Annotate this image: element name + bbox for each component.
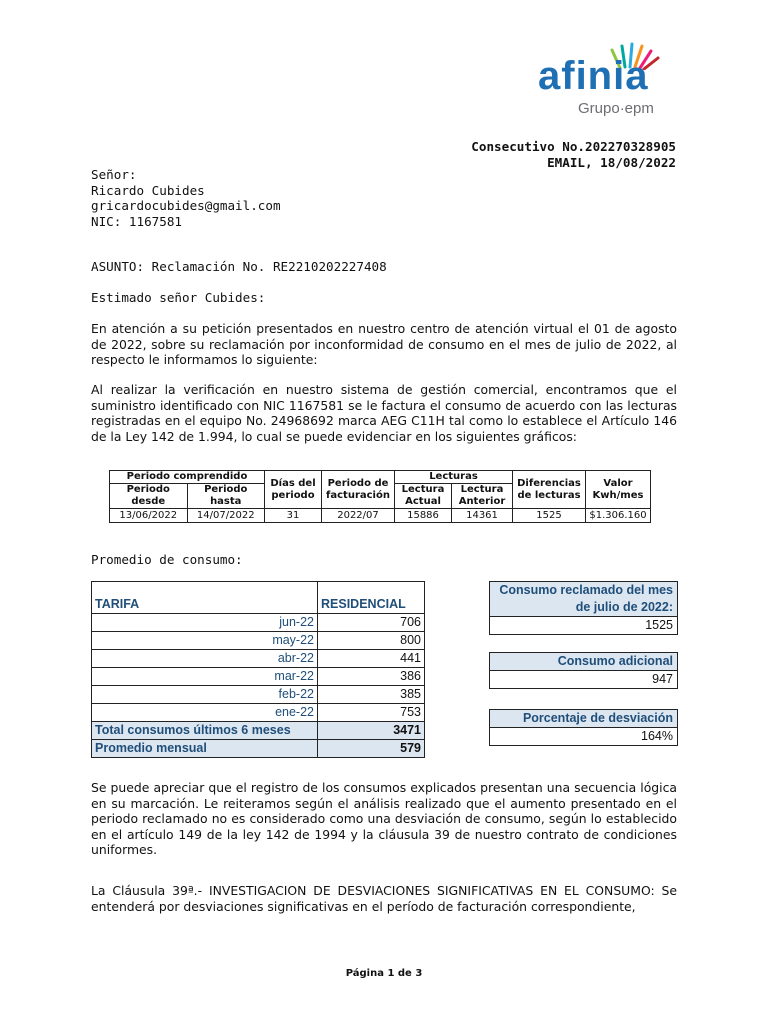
average-row xyxy=(92,740,425,758)
header-actual: Lectura Actual xyxy=(395,484,452,509)
paragraph-verification: Al realizar la verificación en nuestro sistema de gestión comercial, encontramos que el suministro identificado con NIC 1167581 se le factura el consumo de acuerdo con las lecturas registradas en el equipo No. 24968692 marca AEG C11H tal como lo establece el Artículo 146 de la Ley 142 de 1.994, lo cual se puede evidenciar en los siguientes gráficos: xyxy=(91,382,677,444)
month-cell: abr-22 xyxy=(92,650,318,668)
value-cell: 706 xyxy=(318,614,425,632)
promedio-label: Promedio de consumo: xyxy=(91,552,243,567)
header-tarifa: TARIFA xyxy=(92,582,318,614)
billing-table xyxy=(109,470,651,523)
total-label: Total consumos últimos 6 meses xyxy=(92,722,318,740)
adicional-box xyxy=(489,652,678,689)
table-row xyxy=(110,509,651,523)
subject-line: ASUNTO: Reclamación No. RE2210202227408 xyxy=(91,259,387,274)
table-row xyxy=(92,614,425,632)
cell-diferencia: 1525 xyxy=(513,509,586,523)
cell-hasta: 14/07/2022 xyxy=(187,509,265,523)
reclamado-box xyxy=(489,581,678,635)
cell-actual: 15886 xyxy=(395,509,452,523)
header-anterior: Lectura Anterior xyxy=(452,484,513,509)
cell-facturacion: 2022/07 xyxy=(322,509,395,523)
consumption-table xyxy=(91,581,425,758)
greeting: Estimado señor Cubides: xyxy=(91,290,266,305)
header-facturacion: Periodo de facturación xyxy=(322,471,395,509)
cell-dias: 31 xyxy=(265,509,322,523)
table-row xyxy=(92,686,425,704)
cell-valor: $1.306.160 xyxy=(586,509,651,523)
total-row xyxy=(92,722,425,740)
table-row xyxy=(92,632,425,650)
email-date: EMAIL, 18/08/2022 xyxy=(547,154,676,170)
table-row xyxy=(92,704,425,722)
value-cell: 386 xyxy=(318,668,425,686)
header-lecturas: Lecturas xyxy=(395,471,513,484)
afinia-logo xyxy=(538,40,678,125)
average-label: Promedio mensual xyxy=(92,740,318,758)
recipient-nic: NIC: 1167581 xyxy=(91,213,182,229)
desviacion-label: Porcentaje de desviación xyxy=(490,710,678,728)
value-cell: 753 xyxy=(318,704,425,722)
month-cell: feb-22 xyxy=(92,686,318,704)
header-periodo-comprendido: Periodo comprendido xyxy=(110,471,265,484)
month-cell: mar-22 xyxy=(92,668,318,686)
header-residencial: RESIDENCIAL xyxy=(318,582,425,614)
logo-brand: afinia xyxy=(538,54,649,98)
average-value: 579 xyxy=(318,740,425,758)
header-valor: Valor Kwh/mes xyxy=(586,471,651,509)
cell-desde: 13/06/2022 xyxy=(110,509,188,523)
reclamado-value: 1525 xyxy=(490,617,678,635)
paragraph-clause: La Cláusula 39ª.- INVESTIGACION DE DESVIACIONES SIGNIFICATIVAS EN EL CONSUMO: Se entenderá por desviaciones significativas en el período de facturación correspondiente, xyxy=(91,883,677,914)
reclamado-label-line1: Consumo reclamado del mes xyxy=(499,583,673,597)
billing-header-row xyxy=(110,471,651,484)
header-dias: Días del periodo xyxy=(265,471,322,509)
month-cell: jun-22 xyxy=(92,614,318,632)
recipient-block xyxy=(91,167,281,229)
document-reference xyxy=(471,139,676,170)
adicional-label: Consumo adicional xyxy=(490,653,678,671)
consumption-header-row xyxy=(92,582,425,614)
month-cell: may-22 xyxy=(92,632,318,650)
table-row xyxy=(92,650,425,668)
value-cell: 800 xyxy=(318,632,425,650)
paragraph-intro: En atención a su petición presentados en nuestro centro de atención virtual el 01 de agosto de 2022, sobre su reclamación por inconformidad de consumo en el mes de julio de 2022, al respecto le informamos lo siguiente: xyxy=(91,321,677,367)
month-cell: ene-22 xyxy=(92,704,318,722)
salutation: Señor: xyxy=(91,167,137,182)
desviacion-box xyxy=(489,709,678,746)
paragraph-analysis: Se puede apreciar que el registro de los consumos explicados presentan una secuencia lógica en su marcación. Le reiteramos según el análisis realizado que el aumento presentado en el periodo reclamado no es considerado como una desviación de consumo, según lo establecido en el artículo 149 de la ley 142 de 1994 y la cláusula 39 de nuestro contrato de condiciones uniformes. xyxy=(91,780,677,857)
reclamado-label-line2: de julio de 2022: xyxy=(575,600,673,614)
value-cell: 441 xyxy=(318,650,425,668)
header-desde: Periodo desde xyxy=(110,484,188,509)
header-diferencias: Diferencias de lecturas xyxy=(513,471,586,509)
header-hasta: Periodo hasta xyxy=(187,484,265,509)
table-row xyxy=(92,668,425,686)
recipient-name: Ricardo Cubides xyxy=(91,182,205,198)
total-value: 3471 xyxy=(318,722,425,740)
cell-anterior: 14361 xyxy=(452,509,513,523)
adicional-value: 947 xyxy=(490,671,678,689)
recipient-email: gricardocubides@gmail.com xyxy=(91,198,281,213)
reclamado-label xyxy=(490,582,678,617)
page-number: Página 1 de 3 xyxy=(345,968,423,979)
logo-group: Grupo·epm xyxy=(578,100,654,117)
consecutivo-number: Consecutivo No.202270328905 xyxy=(471,139,676,154)
desviacion-value: 164% xyxy=(490,728,678,746)
value-cell: 385 xyxy=(318,686,425,704)
